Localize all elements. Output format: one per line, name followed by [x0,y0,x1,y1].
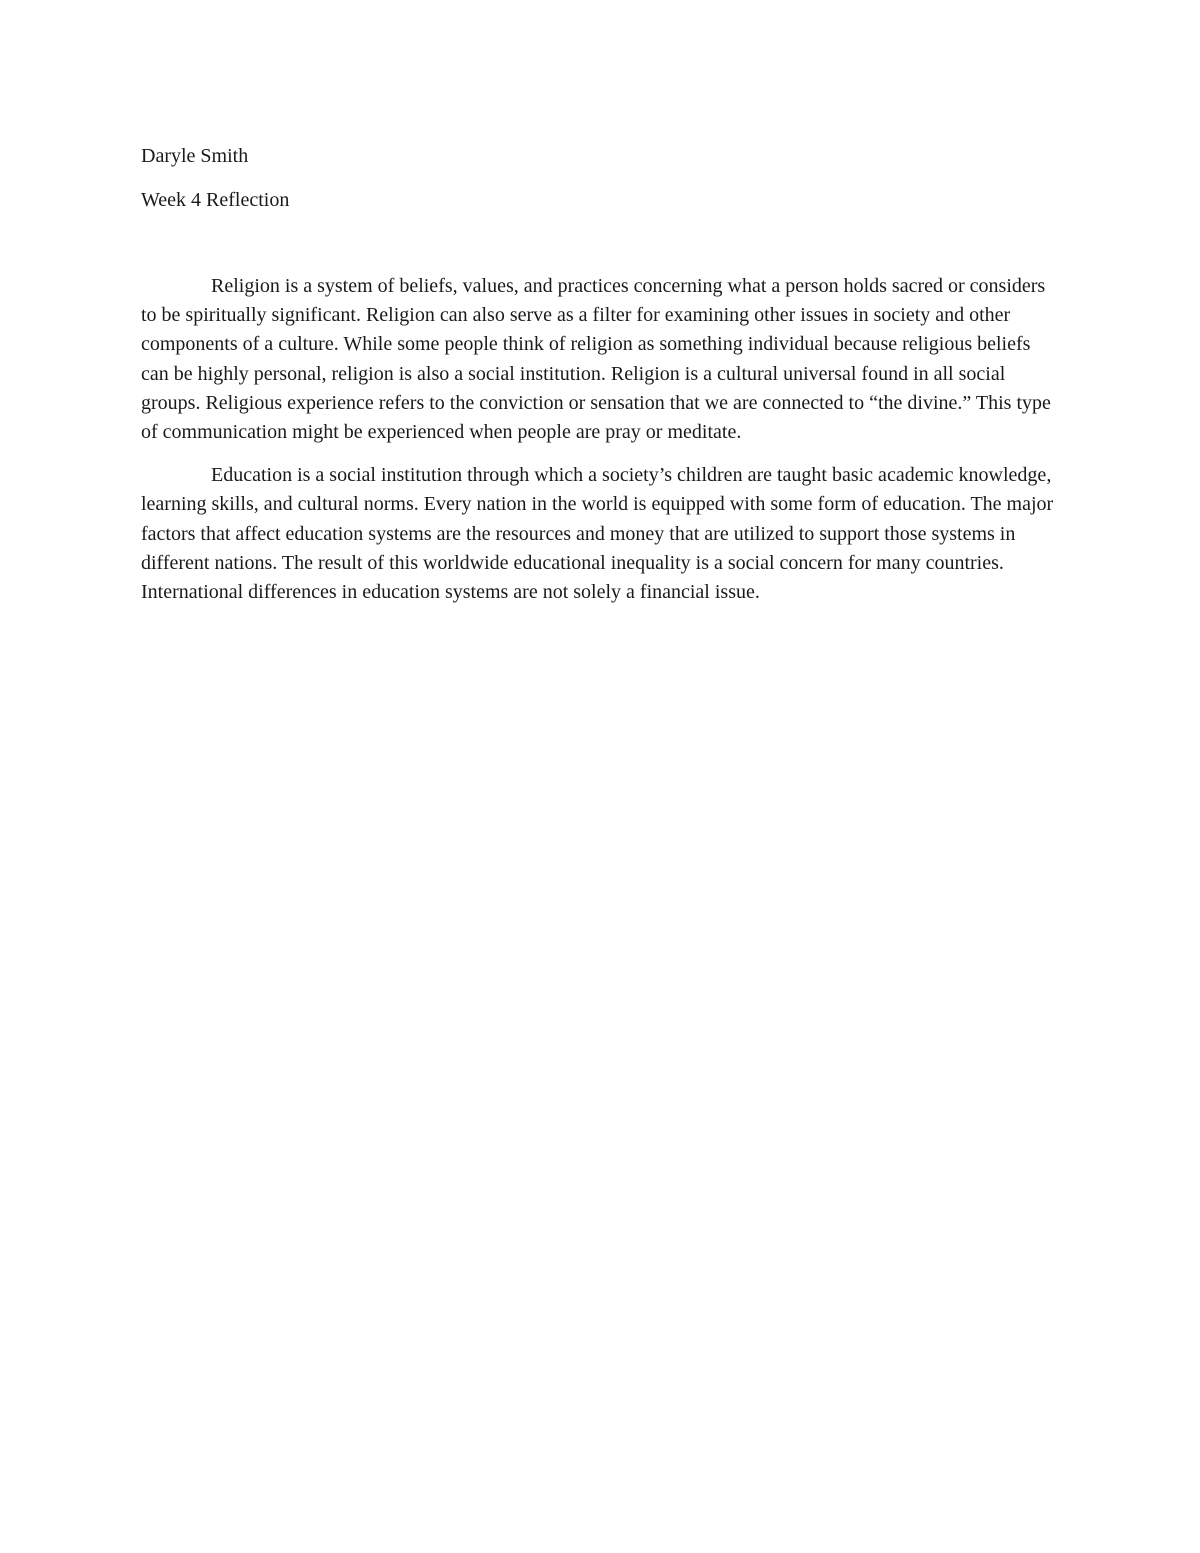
document-title: Week 4 Reflection [141,189,290,211]
document-body [141,140,1056,621]
author-name: Daryle Smith [141,145,249,167]
paragraph-religion: Religion is a system of beliefs, values, and practices concerning what a person holds sacred or considers to be spiritually significant. Religion can also serve as a filter for examining other issues in society and other components of a culture. While some people think of religion as something individual because religious beliefs can be highly personal, religion is also a social institution. Religion is a cultural universal found in all social groups. Religious experience refers to the conviction or sensation that we are connected to “the divine.” This type of communication might be experienced when people are pray or meditate. [141,275,1051,444]
paragraph-education: Education is a social institution through which a society’s children are taught basic academic knowledge, learning skills, and cultural norms. Every nation in the world is equipped with some form of education. The major factors that affect education systems are the resources and money that are utilized to support those systems in different nations. The result of this worldwide educational inequality is a social concern for many countries. International differences in education systems are not solely a financial issue. [141,464,1054,604]
